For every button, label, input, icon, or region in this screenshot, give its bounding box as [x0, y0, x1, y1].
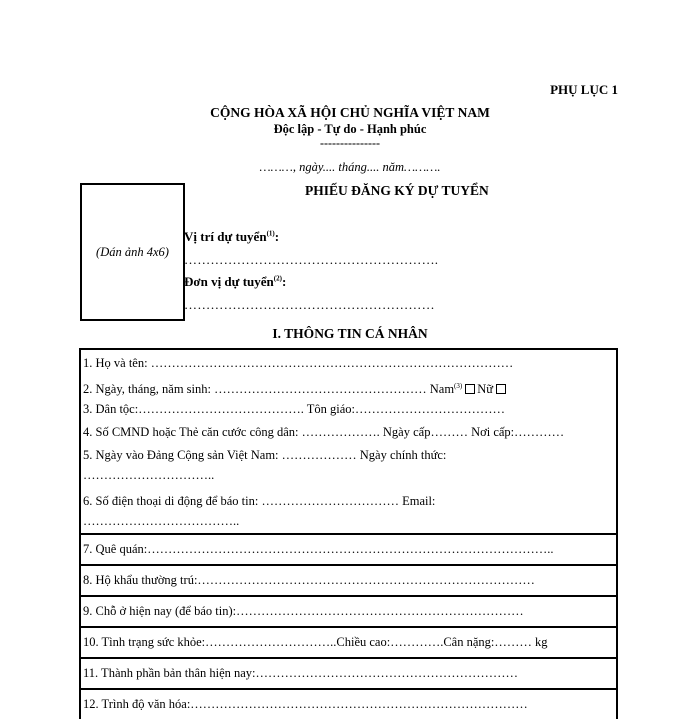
male-checkbox[interactable]: [465, 384, 475, 394]
field-name[interactable]: 1. Họ và tên: ……………………………………………………………………………: [83, 356, 514, 370]
date-line: ………, ngày.... tháng.... năm……….: [259, 160, 441, 174]
unit-dots[interactable]: …………………………………………………: [184, 297, 435, 312]
position-note: (1): [266, 229, 275, 238]
row-hometown[interactable]: 7. Quê quán:……………………………………………………………………………………..: [81, 535, 616, 566]
appendix-label: PHỤ LỤC 1: [550, 82, 618, 97]
row-residence[interactable]: 8. Hộ khẩu thường trú:………………………………………………………………………: [81, 566, 616, 597]
field-phone-1[interactable]: 6. Số điện thoại di động để báo tin: …………………………… Email:: [83, 494, 436, 508]
field-dob-text: 2. Ngày, tháng, năm sinh: …………………………………………… Nam: [83, 382, 455, 397]
row-education[interactable]: 12. Trình độ văn hóa:………………………………………………………………………: [83, 697, 528, 711]
female-checkbox[interactable]: [496, 384, 506, 394]
personal-info-table: [79, 348, 618, 719]
field-party-1[interactable]: 5. Ngày vào Đảng Cộng sản Việt Nam: ……………… Ngày chính thức:: [83, 448, 447, 462]
position-dots[interactable]: ………………………………………………….: [184, 252, 439, 267]
dob-note: (3): [454, 382, 463, 390]
section-title: I. THÔNG TIN CÁ NHÂN: [272, 326, 428, 341]
separator: ---------------: [320, 136, 380, 150]
position-label: Vị trí dự tuyển$^{(1)}$:: [184, 229, 280, 244]
nation-title: CỘNG HÒA XÃ HỘI CHỦ NGHĨA VIỆT NAM: [210, 105, 490, 120]
photo-box: [80, 183, 185, 321]
field-ethnicity[interactable]: 3. Dân tộc:…………………………………. Tôn giáo:………………………………: [83, 402, 505, 416]
row-social-status[interactable]: 11. Thành phần bản thân hiện nay:………………………………………………………: [81, 659, 616, 690]
field-phone-2[interactable]: ………………………………..: [83, 514, 240, 528]
field-party-2[interactable]: …………………………..: [83, 468, 215, 482]
unit-label-text: Đơn vị dự tuyển: [184, 274, 274, 289]
female-label: Nữ: [477, 382, 494, 397]
unit-note: (2): [273, 274, 282, 283]
form-title: PHIẾU ĐĂNG KÝ DỰ TUYỂN: [305, 183, 489, 198]
motto: Độc lập - Tự do - Hạnh phúc: [273, 122, 427, 136]
personal-info-block: [81, 350, 616, 535]
photo-label: (Dán ảnh 4x6): [96, 244, 169, 259]
field-dob[interactable]: [83, 375, 614, 398]
position-label-text: Vị trí dự tuyển: [184, 229, 267, 244]
unit-label: Đơn vị dự tuyển$^{(2)}$:: [184, 274, 287, 289]
row-current-address[interactable]: 9. Chỗ ở hiện nay (để báo tin):……………………………………………………………: [81, 597, 616, 628]
field-id-card[interactable]: 4. Số CMND hoặc Thẻ căn cước công dân: ………………. Ngày cấp……… Nơi cấp:…………: [83, 425, 565, 439]
row-health[interactable]: 10. Tình trạng sức khỏe:…………………………..Chiều cao:………….Cân nặng:……… kg: [81, 628, 616, 659]
